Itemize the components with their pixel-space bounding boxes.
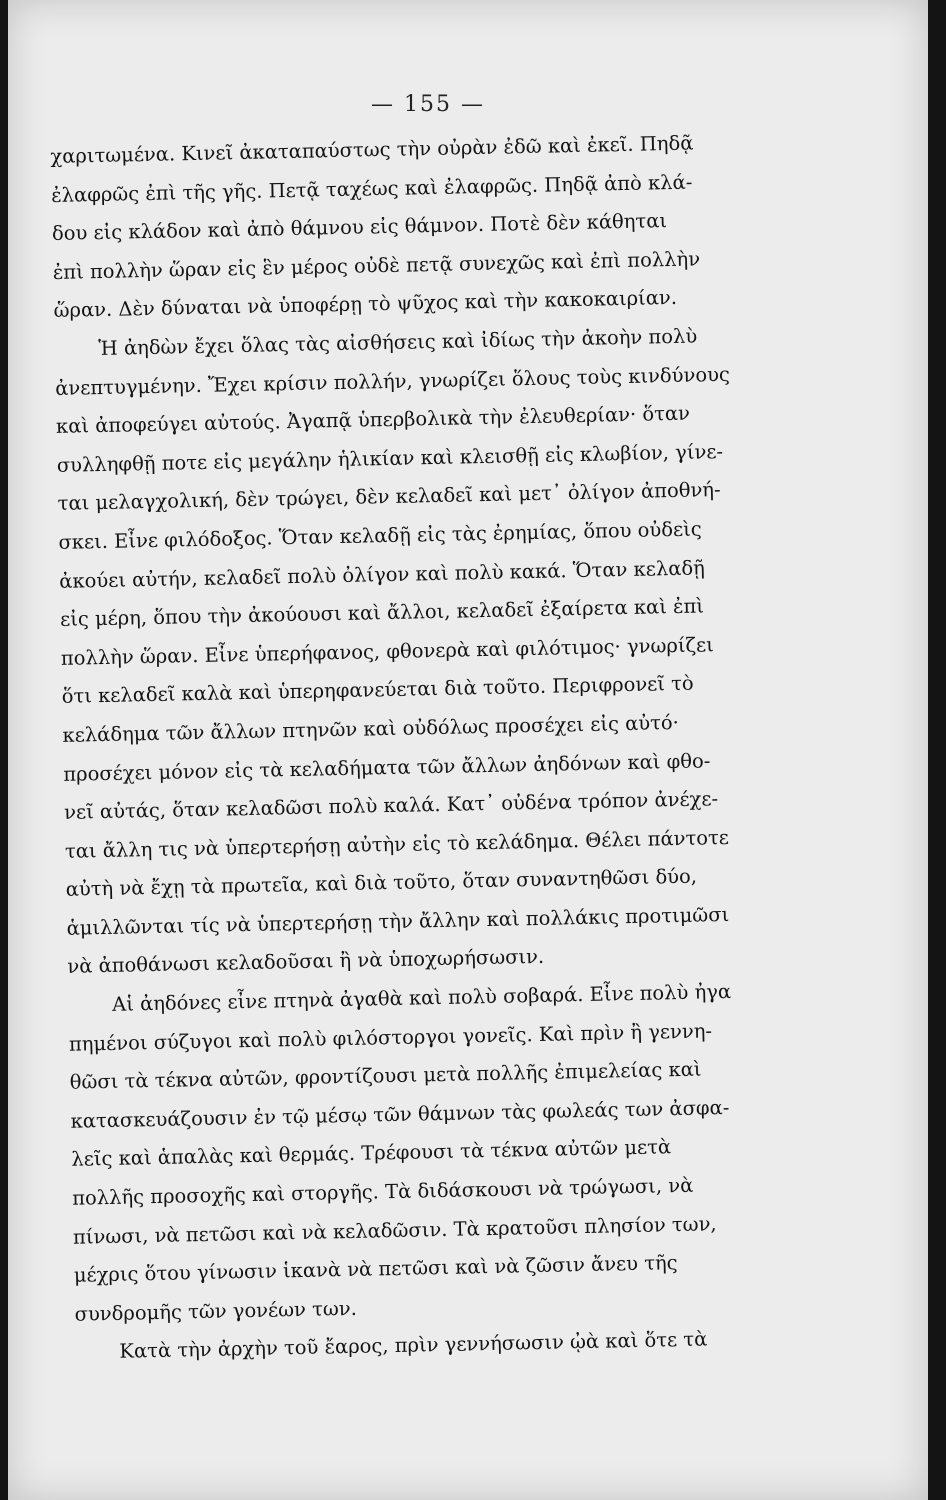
text-line: Κατὰ τὴν ἀρχὴν τοῦ ἔαρος, πρὶν γεννήσωσιν ᾠὰ καὶ ὅτε τὰ — [119, 1327, 708, 1364]
text-line: εἰς μέρη, ὅπου τὴν ἀκούουσι καὶ ἄλλοι, κελαδεῖ ἐξαίρετα καὶ ἐπὶ — [59, 594, 705, 632]
text-line: συνδρομῆς τῶν γονέων των. — [74, 1296, 358, 1326]
text-line: Αἱ ἀηδόνες εἶνε πτηνὰ ἀγαθὰ καὶ πολὺ σοβαρά. Εἶνε πολὺ ἠγα — [111, 979, 732, 1016]
text-line: νὰ ἀποθάνωσι κελαδοῦσαι ἢ νὰ ὑποχωρήσωσιν. — [67, 945, 545, 979]
page-number: — 155 — — [371, 92, 485, 117]
text-line: ται ἄλλη τις νὰ ὑπερτερήσῃ αὐτὴν εἰς τὸ κελάδημα. Θέλει πάντοτε — [64, 825, 730, 863]
text-line: πημένοι σύζυγοι καὶ πολὺ φιλόστοργοι γονεῖς. Καὶ πρὶν ἢ γεννη- — [68, 1018, 713, 1056]
text-line: καὶ ἀποφεύγει αὐτούς. Ἀγαπᾷ ὑπερβολικὰ τὴν ἐλευθερίαν· ὅταν — [55, 401, 691, 439]
text-line: συλληφθῇ ποτε εἰς μεγάλην ἡλικίαν καὶ κλεισθῇ εἰς κλωβίον, γίνε- — [56, 439, 724, 477]
text-line: ἐπὶ πολλὴν ὥραν εἰς ἓν μέρος οὐδὲ πετᾷ συνεχῶς καὶ ἐπὶ πολλὴν — [52, 247, 701, 284]
text-line: πολλὴν ὥραν. Εἶνε ὑπερήφανος, φθονερὰ καὶ φιλότιμος· γνωρίζει — [60, 632, 715, 670]
text-line: ται μελαγχολική, δὲν τρώγει, δὲν κελαδεῖ καὶ μετ᾽ ὀλίγον ἀποθνή- — [57, 478, 721, 516]
text-line: πίνωσι, νὰ πετῶσι καὶ νὰ κελαδῶσιν. Τὰ κρατοῦσι πλησίον των, — [72, 1211, 717, 1249]
text-line: μέχρις ὅτου γίνωσιν ἱκανὰ νὰ πετῶσι καὶ νὰ ζῶσιν ἄνευ τῆς — [73, 1251, 678, 1287]
text-line: ἀνεπτυγμένην. Ἔχει κρίσιν πολλήν, γνωρίζει ὅλους τοὺς κινδύνους — [54, 362, 731, 400]
text-line: ὥραν. Δὲν δύναται νὰ ὑποφέρῃ τὸ ψῦχος καὶ τὴν κακοκαιρίαν. — [53, 286, 678, 323]
body-text — [50, 121, 876, 1372]
text-line: κατασκευάζουσιν ἐν τῷ μέσῳ τῶν θάμνων τὰς φωλεάς των ἀσφα- — [70, 1095, 730, 1133]
text-line: ἀκούει αὐτήν, κελαδεῖ πολὺ ὀλίγον καὶ πολὺ κακά. Ὅταν κελαδῇ — [59, 555, 706, 593]
text-line: νεῖ αὐτάς, ὅταν κελαδῶσι πολὺ καλά. Κατ᾽ οὐδένα τρόπον ἀνέχε- — [63, 787, 719, 824]
text-line: ὅτι κελαδεῖ καλὰ καὶ ὑπερηφανεύεται διὰ τοῦτο. Περιφρονεῖ τὸ — [61, 671, 694, 709]
text-line: αὐτὴ νὰ ἔχῃ τὰ πρωτεῖα, καὶ διὰ τοῦτο, ὅταν συναντηθῶσι δύο, — [65, 864, 698, 902]
text-line: θῶσι τὰ τέκνα αὐτῶν, φροντίζουσι μετὰ πολλῆς ἐπιμελείας καὶ — [69, 1057, 702, 1095]
book-page — [8, 0, 928, 1500]
text-line: προσέχει μόνον εἰς τὰ κελαδήματα τῶν ἄλλων ἀηδόνων καὶ φθο- — [63, 748, 711, 786]
text-line: λεῖς καὶ ἁπαλὰς καὶ θερμάς. Τρέφουσι τὰ τέκνα αὐτῶν μετὰ — [71, 1135, 672, 1172]
text-line: ἐλαφρῶς ἐπὶ τῆς γῆς. Πετᾷ ταχέως καὶ ἐλαφρῶς. Πηδᾷ ἀπὸ κλά- — [50, 170, 693, 207]
text-line: Ἡ ἀηδὼν ἔχει ὅλας τὰς αἰσθήσεις καὶ ἰδίως τὴν ἀκοὴν πολὺ — [98, 324, 698, 360]
text-line: κελάδημα τῶν ἄλλων πτηνῶν καὶ οὐδόλως προσέχει εἰς αὐτό· — [62, 710, 680, 747]
text-line: ἁμιλλῶνται τίς νὰ ὑπερτερήσῃ τὴν ἄλλην καὶ πολλάκις προτιμῶσι — [66, 902, 730, 940]
text-line: πολλῆς προσοχῆς καὶ στοργῆς. Τὰ διδάσκουσι νὰ τρώγωσι, νὰ — [71, 1173, 694, 1210]
text-line: δου εἰς κλάδον καὶ ἀπὸ θάμνου εἰς θάμνον. Ποτὲ δὲν κάθηται — [51, 209, 668, 246]
text-line: χαριτωμένα. Κινεῖ ἀκαταπαύστως τὴν οὐρὰν ἐδῶ καὶ ἐκεῖ. Πηδᾷ — [50, 131, 694, 168]
text-line: σκει. Εἶνε φιλόδοξος. Ὅταν κελαδῇ εἰς τὰς ἐρημίας, ὅπου οὐδεὶς — [58, 517, 702, 554]
